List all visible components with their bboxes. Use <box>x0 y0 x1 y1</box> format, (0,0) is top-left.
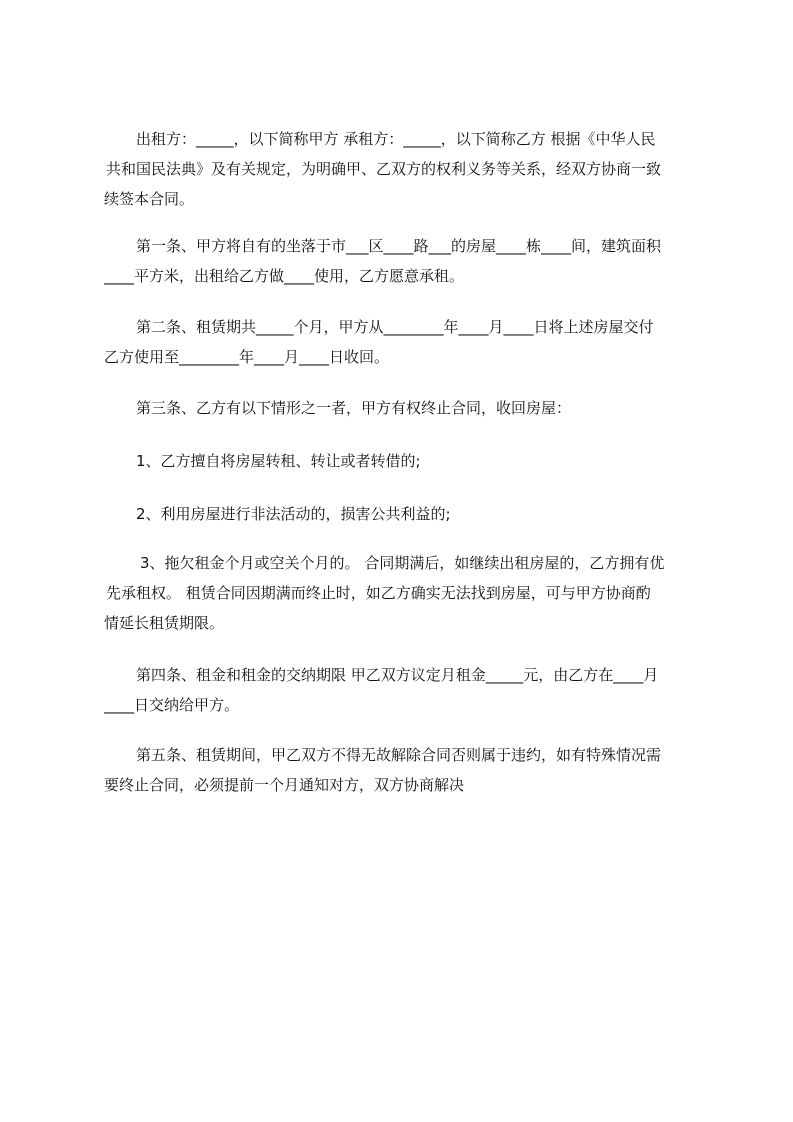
text-line: 2、利用房屋进行非法活动的，损害公共利益的; <box>136 505 451 523</box>
paragraph-parties <box>104 124 704 214</box>
text-line: 第五条、租赁期间，甲乙双方不得无故解除合同否则属于违约，如有特殊情况需 <box>136 746 662 764</box>
text-line: 第二条、租赁期共_____个月，甲方从________年____月____日将上述房屋交付 <box>136 318 654 336</box>
paragraph-item-2 <box>104 499 704 529</box>
paragraph-article-1 <box>104 231 704 291</box>
paragraph-article-4 <box>104 660 704 720</box>
text-line: 共和国民法典》及有关规定，为明确甲、乙双方的权利义务等关系，经双方协商一致 <box>106 160 662 178</box>
text-line: 续签本合同。 <box>104 190 195 208</box>
paragraph-article-3 <box>104 393 704 423</box>
text-line: 第三条、乙方有以下情形之一者，甲方有权终止合同，收回房屋： <box>136 399 572 417</box>
text-line: 1、乙方擅自将房屋转租、转让或者转借的; <box>136 452 421 470</box>
text-line: 乙方使用至________年____月____日收回。 <box>104 348 390 366</box>
paragraph-article-2 <box>104 312 704 372</box>
text-line: 第四条、租金和租金的交纳期限 甲乙双方议定月租金_____元，由乙方在____月 <box>136 666 659 684</box>
text-line: ____日交纳给甲方。 <box>104 696 240 714</box>
paragraph-item-1 <box>104 446 704 476</box>
text-line: 第一条、甲方将自有的坐落于市___区____路___的房屋____栋____间，建筑面积 <box>136 237 662 255</box>
text-line: 3、拖欠租金个月或空关个月的。 合同期满后，如继续出租房屋的，乙方拥有优 <box>140 554 665 572</box>
paragraph-item-3 <box>104 548 704 638</box>
text-line: 情延长租赁期限。 <box>104 614 225 632</box>
text-line: 出租方：_____，以下简称甲方 承租方：_____，以下简称乙方 根据《中华人民 <box>136 130 656 148</box>
paragraph-article-5 <box>104 740 704 800</box>
text-line: 要终止合同，必须提前一个月通知对方，双方协商解决 <box>104 776 465 794</box>
text-line: 先承租权。 租赁合同因期满而终止时，如乙方确实无法找到房屋，可与甲方协商酌 <box>106 584 651 602</box>
text-line: ____平方米，出租给乙方做____使用，乙方愿意承租。 <box>104 267 465 285</box>
